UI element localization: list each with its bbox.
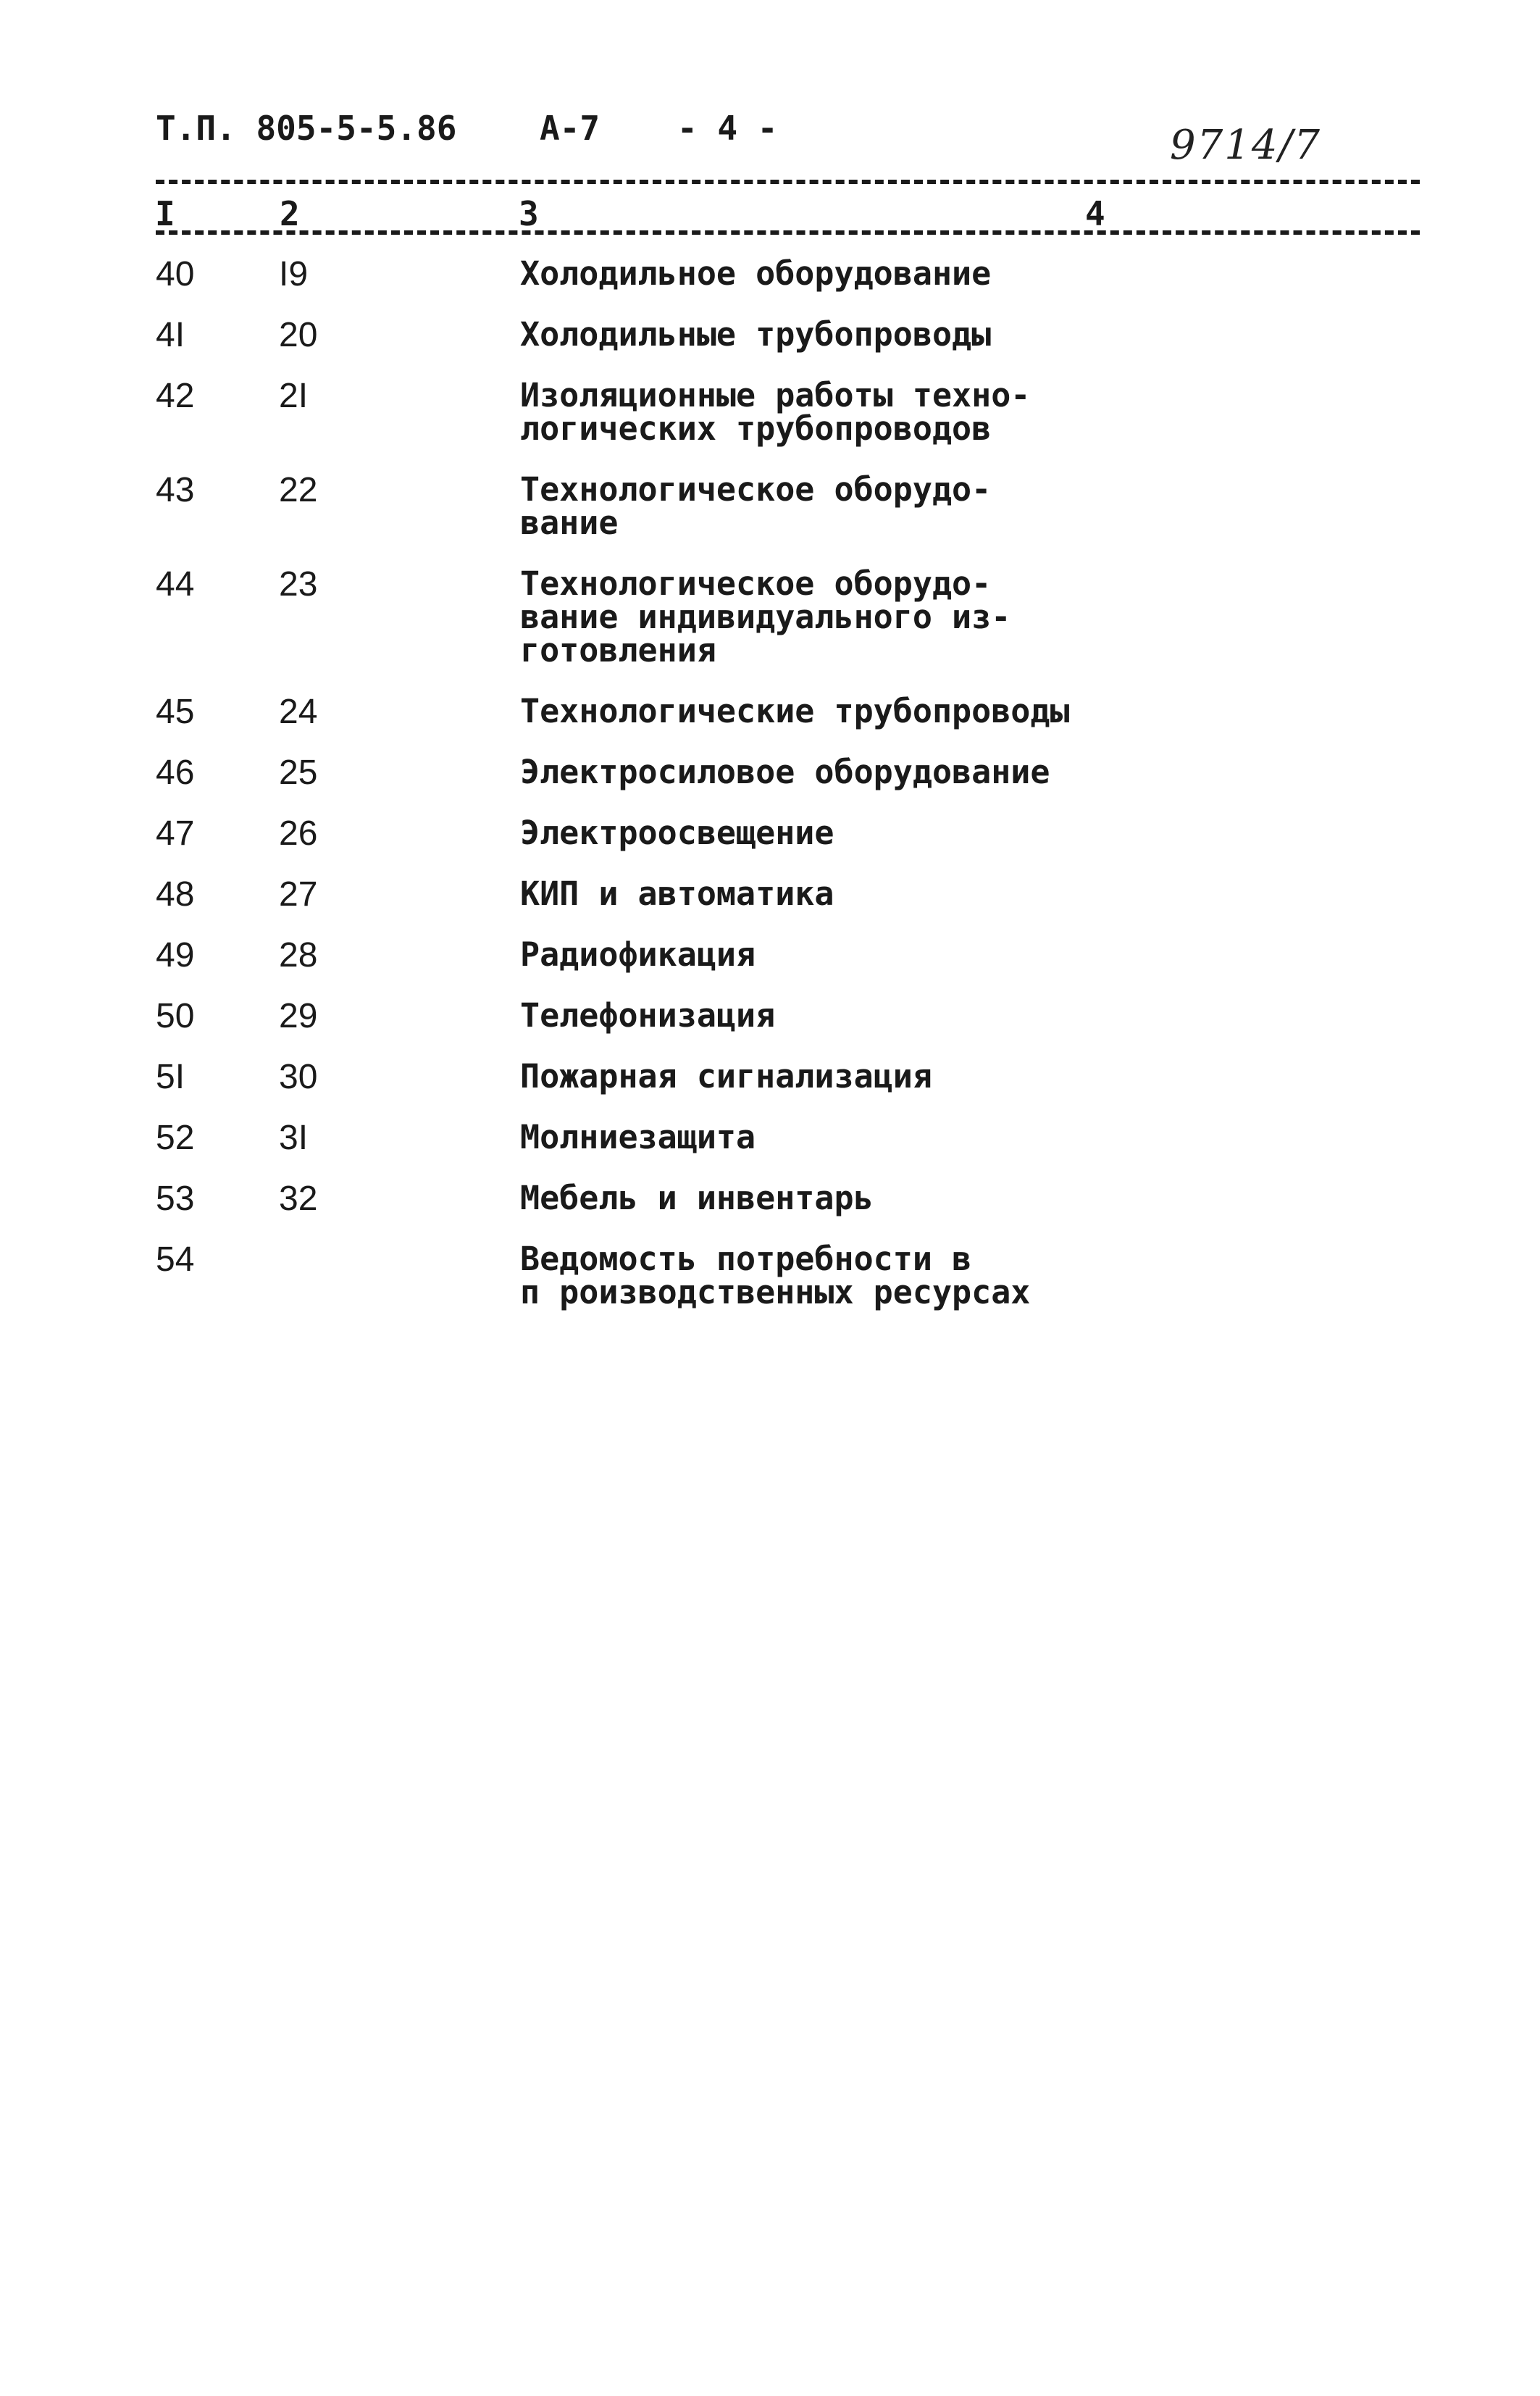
- table-row: [0, 753, 1540, 792]
- table-row: [0, 875, 1540, 914]
- row-number: 42: [156, 377, 195, 415]
- row-sub-number: 23: [279, 565, 318, 604]
- document-code: Т.П. 805-5-5.86: [156, 109, 457, 148]
- row-sub-number: 29: [279, 997, 318, 1035]
- row-number: 47: [156, 814, 195, 853]
- table-row: [0, 996, 1540, 1035]
- row-title: Технологическое оборудо- вание индивидуального из- готовления: [520, 564, 1011, 669]
- table-row: [0, 935, 1540, 974]
- row-number: 5I: [156, 1058, 185, 1096]
- row-title: Холодильные трубопроводы: [520, 315, 992, 354]
- table-row: [0, 1118, 1540, 1157]
- row-title: Пожарная сигнализация: [520, 1057, 932, 1095]
- row-sub-number: 28: [279, 936, 318, 974]
- row-number: 49: [156, 936, 195, 974]
- row-number: 52: [156, 1119, 195, 1157]
- table-row: [0, 315, 1540, 354]
- row-sub-number: 32: [279, 1180, 318, 1218]
- handwritten-inventory-number: 9714/7: [1170, 122, 1322, 169]
- column-header-4: 4: [1081, 194, 1110, 233]
- table-row: [0, 1179, 1540, 1218]
- row-title: Технологические трубопроводы: [520, 692, 1070, 730]
- row-number: 40: [156, 255, 195, 293]
- table-row: [0, 254, 1540, 293]
- table-row: [0, 564, 1540, 669]
- row-number: 43: [156, 471, 195, 509]
- row-sub-number: 22: [279, 471, 318, 509]
- row-number: 48: [156, 875, 195, 914]
- row-number: 44: [156, 565, 195, 604]
- row-number: 45: [156, 693, 195, 731]
- row-number: 53: [156, 1180, 195, 1218]
- row-number: 50: [156, 997, 195, 1035]
- row-title: Изоляционные работы техно- логических трубопроводов: [520, 376, 1031, 448]
- row-number: 46: [156, 754, 195, 792]
- album-number: А-7: [540, 109, 600, 148]
- row-sub-number: 27: [279, 875, 318, 914]
- table-body: [0, 254, 1540, 1337]
- table-row: [0, 376, 1540, 448]
- table-row: [0, 1057, 1540, 1096]
- column-header-3: 3: [514, 194, 543, 233]
- row-title: Молниезащита: [520, 1118, 756, 1156]
- row-sub-number: 25: [279, 754, 318, 792]
- column-header-2: 2: [275, 194, 304, 233]
- row-sub-number: 20: [279, 316, 318, 354]
- dashed-divider-top: [156, 180, 1420, 184]
- row-title: Радиофикация: [520, 935, 756, 974]
- table-row: [0, 1240, 1540, 1311]
- row-sub-number: 30: [279, 1058, 318, 1096]
- row-title: КИП и автоматика: [520, 875, 834, 913]
- row-title: Технологическое оборудо- вание: [520, 470, 992, 542]
- row-title: Холодильное оборудование: [520, 254, 992, 293]
- row-sub-number: 2I: [279, 377, 309, 415]
- row-title: Мебель и инвентарь: [520, 1179, 874, 1217]
- dashed-divider-bottom: [156, 230, 1420, 235]
- table-row: [0, 470, 1540, 542]
- row-title: Телефонизация: [520, 996, 776, 1035]
- page-number: - 4 -: [677, 109, 778, 148]
- row-sub-number: 26: [279, 814, 318, 853]
- row-number: 54: [156, 1240, 195, 1279]
- column-headers: [0, 194, 1540, 233]
- table-row: [0, 692, 1540, 731]
- row-title: Электроосвещение: [520, 814, 834, 852]
- row-sub-number: 24: [279, 693, 318, 731]
- row-number: 4I: [156, 316, 185, 354]
- row-sub-number: 3I: [279, 1119, 309, 1157]
- row-title: Ведомость потребности в п роизводственных ресурсах: [520, 1240, 1031, 1311]
- table-row: [0, 814, 1540, 853]
- column-header-1: I: [151, 194, 180, 233]
- row-sub-number: I9: [279, 255, 309, 293]
- row-title: Электросиловое оборудование: [520, 753, 1050, 791]
